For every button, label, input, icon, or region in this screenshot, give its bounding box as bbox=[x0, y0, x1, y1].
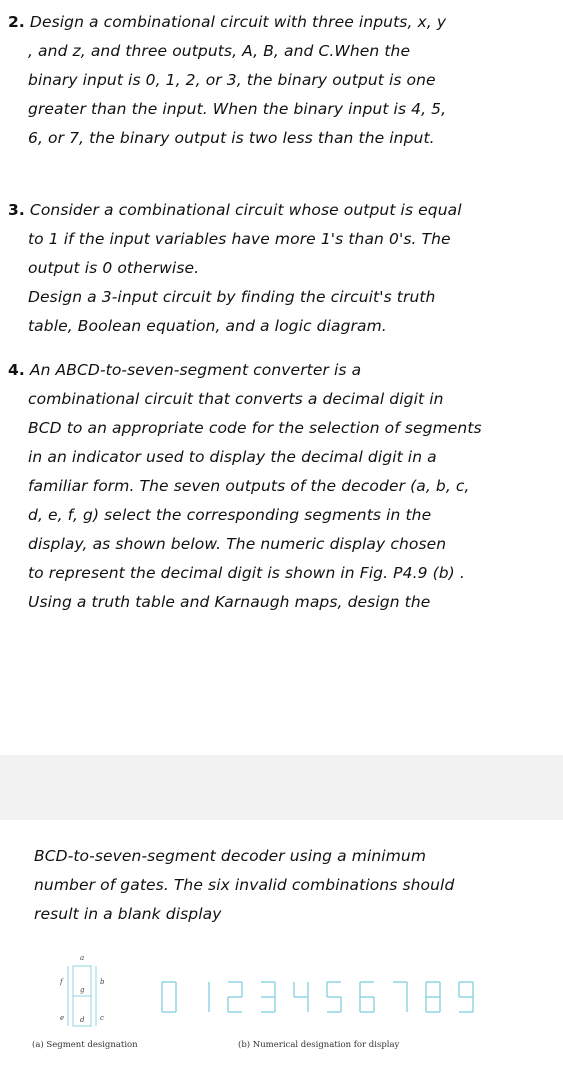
problem-4-line-7: display, as shown below. The numeric display chosen bbox=[28, 535, 447, 553]
digit-0 bbox=[162, 982, 176, 1012]
caption-numerical-designation: (b) Numerical designation for display bbox=[238, 1040, 400, 1050]
problem-4-continuation bbox=[34, 842, 563, 929]
digit-9 bbox=[459, 982, 473, 1012]
digit-3 bbox=[261, 982, 275, 1012]
problem-2-line-1: 2. Design a combinational circuit with three inputs, x, y bbox=[8, 13, 447, 31]
numeric-display-digits bbox=[162, 982, 473, 1012]
page-break-band bbox=[0, 755, 563, 820]
problem-3-line-2: to 1 if the input variables have more 1's than 0's. The bbox=[28, 230, 451, 248]
problem-4-line-6: d, e, f, g) select the corresponding segments in the bbox=[28, 506, 432, 524]
problem-4-line-1: 4. An ABCD-to-seven-segment converter is a bbox=[8, 361, 362, 379]
problem-4-line-2: combinational circuit that converts a decimal digit in bbox=[28, 390, 444, 408]
continuation-line-2: number of gates. The six invalid combinations should bbox=[34, 876, 455, 894]
segment-label-e: e bbox=[60, 1014, 65, 1022]
problem-3-line-5: table, Boolean equation, and a logic diagram. bbox=[28, 317, 387, 335]
digit-6 bbox=[360, 982, 374, 1012]
caption-segment-designation: (a) Segment designation bbox=[32, 1040, 138, 1050]
problem-4-line-4: in an indicator used to display the decimal digit in a bbox=[28, 448, 437, 466]
problem-2-line-5: 6, or 7, the binary output is two less than the input. bbox=[28, 129, 435, 147]
problem-3-line-1: 3. Consider a combinational circuit whose output is equal bbox=[8, 201, 462, 219]
problem-number: 4. bbox=[8, 361, 25, 379]
problem-3-line-4: Design a 3-input circuit by finding the circuit's truth bbox=[28, 288, 436, 306]
seven-segment-figure bbox=[20, 952, 540, 1062]
continuation-line-1: BCD-to-seven-segment decoder using a minimum bbox=[34, 847, 427, 865]
digit-5 bbox=[327, 982, 341, 1012]
continuation-line-3: result in a blank display bbox=[34, 905, 222, 923]
segment-designation-diagram bbox=[59, 954, 105, 1026]
problem-3-line-3: output is 0 otherwise. bbox=[28, 259, 200, 277]
segment-label-g: g bbox=[80, 986, 85, 994]
problem-4-line-5: familiar form. The seven outputs of the decoder (a, b, c, bbox=[28, 477, 470, 495]
problem-3 bbox=[8, 196, 553, 341]
problem-4 bbox=[8, 356, 553, 617]
digit-2 bbox=[228, 982, 242, 1012]
segment-label-a: a bbox=[80, 954, 85, 962]
digit-4 bbox=[294, 982, 308, 1012]
problem-2-line-4: greater than the input. When the binary input is 4, 5, bbox=[28, 100, 447, 118]
problem-number: 2. bbox=[8, 13, 25, 31]
segment-label-f: f bbox=[60, 978, 63, 986]
segment-label-d: d bbox=[80, 1016, 85, 1024]
segment-label-b: b bbox=[100, 978, 105, 986]
seven-segment-drawing bbox=[20, 952, 540, 1037]
problem-number: 3. bbox=[8, 201, 25, 219]
problem-4-line-3: BCD to an appropriate code for the selection of segments bbox=[28, 419, 482, 437]
problem-2 bbox=[8, 8, 553, 153]
digit-7 bbox=[393, 982, 407, 1012]
digit-8 bbox=[426, 982, 440, 1012]
problem-2-line-2: , and z, and three outputs, A, B, and C.When the bbox=[28, 42, 411, 60]
problem-4-line-8: to represent the decimal digit is shown in Fig. P4.9 (b) . bbox=[28, 564, 465, 582]
problem-2-line-3: binary input is 0, 1, 2, or 3, the binary output is one bbox=[28, 71, 436, 89]
problem-4-line-9: Using a truth table and Karnaugh maps, design the bbox=[28, 593, 431, 611]
segment-label-c: c bbox=[100, 1014, 104, 1022]
